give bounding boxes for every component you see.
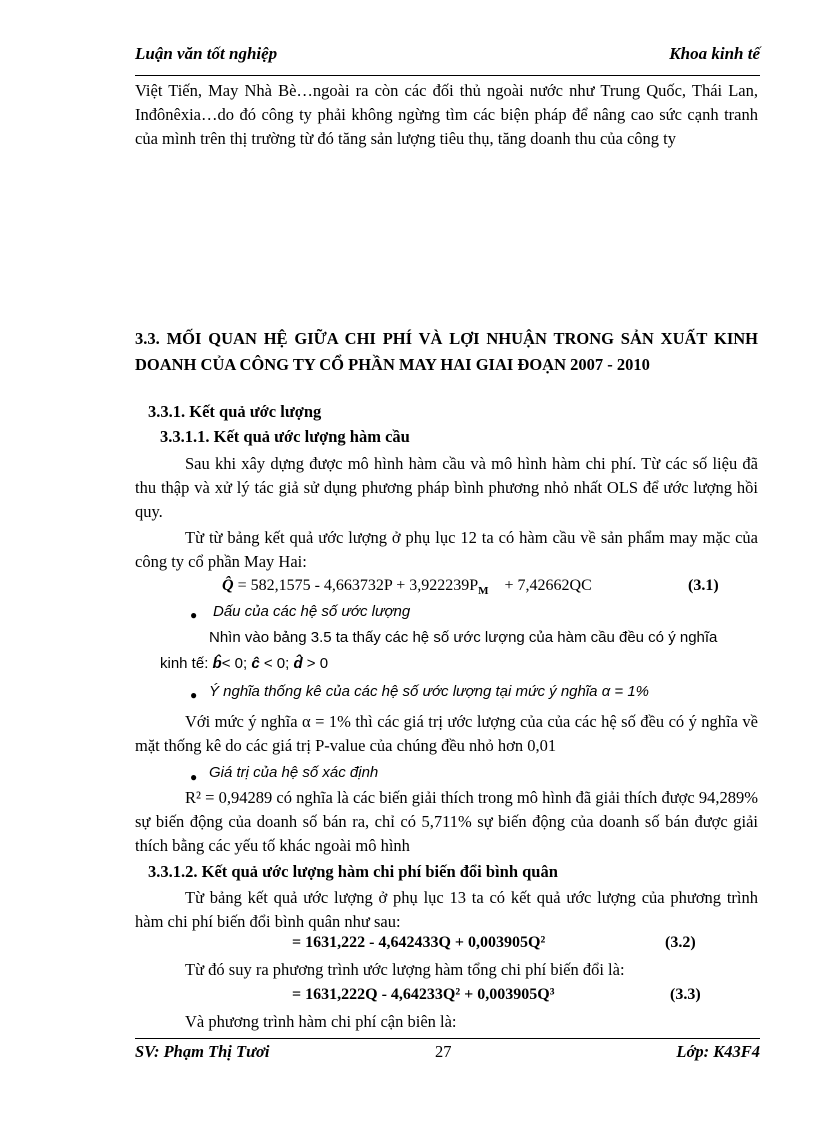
paragraph-demand: Từ từ bảng kết quả ước lượng ở phụ lục 12 ta có hàm cầu về sản phẩm may mặc của công ty cổ phần May Hai:	[135, 528, 758, 571]
equation-subscript: M	[478, 585, 489, 598]
bullet-icon: ●	[190, 688, 198, 702]
coef-d: d̂	[293, 655, 303, 672]
coef-b: b̂	[212, 655, 222, 672]
paragraph-significance: Với mức ý nghĩa α = 1% thì các giá trị ước lượng của của các hệ số đều có ý nghĩa về mặt thống kê do các giá trị P-value của chúng đều nhỏ hơn 0,01	[135, 712, 758, 755]
header-right: Khoa kinh tế	[669, 44, 760, 63]
cond-b: < 0;	[221, 655, 248, 672]
footer-rule	[135, 1038, 760, 1039]
equation-rhs: = 582,1575 - 4,663732P + 3,922239P	[237, 577, 479, 594]
bullet-r-squared: Giá trị của hệ số xác định	[209, 764, 379, 781]
header-left: Luận văn tốt nghiệp	[135, 44, 278, 63]
equation-number: (3.2)	[665, 934, 696, 951]
bullet-icon: ●	[190, 770, 198, 784]
coef-c: ĉ	[251, 655, 260, 672]
footer-student: SV: Phạm Thị Tươi	[135, 1042, 270, 1061]
equation-number: (3.1)	[688, 577, 719, 594]
equation-3-2: = 1631,222 - 4,642433Q + 0,003905Q²	[292, 934, 546, 951]
cond-d: > 0	[306, 655, 329, 672]
bullet-signs: Dấu của các hệ số ước lượng	[213, 603, 411, 620]
cond-c: < 0;	[263, 655, 290, 672]
footer-class: Lớp: K43F4	[676, 1042, 760, 1061]
paragraph-r-squared: R² = 0,94289 có nghĩa là các biến giải thích trong mô hình đã giải thích được 94,289% sự biến động của doanh số bán ra, chỉ có 5,711% sự biến động của doanh số bán được giải thích bằng các yếu tố khác ngoài mô hình	[135, 788, 758, 855]
paragraph-ols: Sau khi xây dựng được mô hình hàm cầu và mô hình hàm chi phí. Từ các số liệu đã thu thập và xử lý tác giả sử dụng phương pháp bình phương nhỏ nhất OLS để ước lượng hồi quy.	[135, 454, 758, 521]
page-header	[135, 44, 760, 74]
intro-paragraph: Việt Tiến, May Nhà Bè…ngoài ra còn các đối thủ ngoài nước như Trung Quốc, Thái Lan, Inđônêxia…do đó công ty phải không ngừng tìm các biện pháp để nâng cao sức cạnh tranh của mình trên thị trường từ đó tăng sản lượng tiêu thụ, tăng doanh thu của công ty	[135, 81, 758, 148]
bullet-icon: ●	[190, 608, 198, 622]
equation-number: (3.3)	[670, 986, 701, 1003]
bullet-significance: Ý nghĩa thống kê của các hệ số ước lượng tại mức ý nghĩa α = 1%	[209, 683, 650, 700]
header-rule	[135, 75, 760, 76]
subsection-3-3-1-2: 3.3.1.2. Kết quả ước lượng hàm chi phí biến đổi bình quân	[148, 862, 558, 881]
paragraph-tvc: Từ đó suy ra phương trình ước lượng hàm tổng chi phí biến đổi là:	[185, 960, 625, 979]
section-title: 3.3. MỐI QUAN HỆ GIỮA CHI PHÍ VÀ LỢI NHUẬN TRONG SẢN XUẤT KINH DOANH CỦA CÔNG TY CỔ PHẦN MAY HAI GIAI ĐOẠN 2007 - 2010	[135, 329, 758, 374]
subsection-3-3-1-1: 3.3.1.1. Kết quả ước lượng hàm cầu	[160, 427, 410, 446]
paragraph-signs-line2	[160, 652, 328, 676]
paragraph-avc: Từ bảng kết quả ước lượng ở phụ lục 13 ta có kết quả ước lượng của phương trình hàm chi phí biến đổi bình quân như sau:	[135, 888, 758, 931]
equation-lhs: Q̂	[222, 577, 234, 594]
equation-3-1	[222, 577, 592, 597]
page-footer	[135, 1042, 760, 1072]
page-number: 27	[435, 1042, 452, 1061]
paragraph-mc: Và phương trình hàm chi phí cận biên là:	[185, 1012, 457, 1031]
economics-label: kinh tế:	[160, 655, 209, 672]
subsection-3-3-1: 3.3.1. Kết quả ước lượng	[148, 402, 322, 421]
equation-rhs-tail: + 7,42662QC	[504, 577, 592, 594]
paragraph-signs-line1: Nhìn vào bảng 3.5 ta thấy các hệ số ước lượng của hàm cầu đều có ý nghĩa	[209, 629, 718, 646]
equation-3-3: = 1631,222Q - 4,64233Q² + 0,003905Q³	[292, 986, 555, 1003]
